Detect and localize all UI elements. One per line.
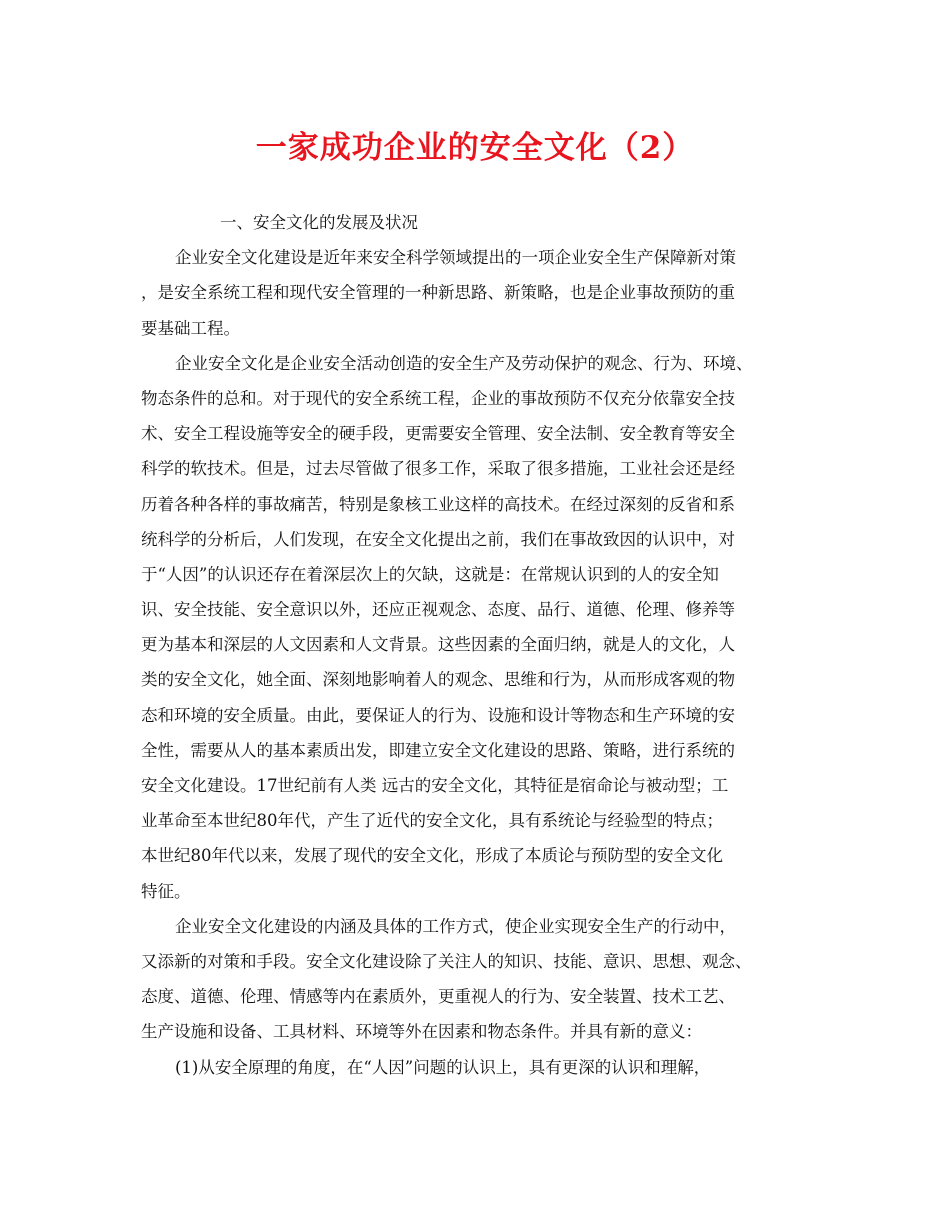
text-line: 业革命至本世纪80年代，产生了近代的安全文化，具有系统论与经验型的特点；: [141, 811, 723, 831]
section-heading: [141, 205, 831, 240]
text-line: 安全文化建设。17世纪前有人类 远古的安全文化，其特征是宿命论与被动型；工: [141, 776, 729, 795]
paragraph-2: [141, 346, 831, 909]
text-line: 企业安全文化建设是近年来安全科学领域提出的一项企业安全生产保障新对策: [175, 248, 736, 268]
document-title: 一家成功企业的安全文化（2）: [255, 130, 695, 166]
text-line: 识、安全技能、安全意识以外，还应正视观念、态度、品行、道德、伦理、修养等: [141, 600, 735, 620]
document-body: [141, 205, 831, 1085]
text-line: (1)从安全原理的角度，在“人因”问题的认识上，具有更深的认识和理解，: [175, 1057, 711, 1077]
text-line: 态度、道德、伦理、情感等内在素质外，更重视人的行为、安全装置、技术工艺、: [141, 987, 735, 1007]
paragraph-4: [141, 1050, 831, 1085]
text-line: 要基础工程。: [141, 318, 240, 338]
text-line: 一、安全文化的发展及状况: [220, 213, 418, 232]
text-line: 生产设施和设备、工具材料、环境等外在因素和物态条件。并具有新的意义：: [141, 1022, 702, 1042]
text-line: 企业安全文化建设的内涵及具体的工作方式，使企业实现安全生产的行动中，: [175, 916, 736, 936]
text-line: 又添新的对策和手段。安全文化建设除了关注人的知识、技能、意识、思想、观念、: [141, 951, 752, 971]
text-line: 更为基本和深层的人文因素和人文背景。这些因素的全面归纳，就是人的文化，人: [141, 635, 735, 655]
text-line: 历着各种各样的事故痛苦，特别是象核工业这样的高技术。在经过深刻的反省和系: [141, 494, 735, 514]
paragraph-3: [141, 909, 831, 1050]
text-line: 物态条件的总和。对于现代的安全系统工程，企业的事故预防不仅充分依靠安全技: [141, 388, 735, 408]
text-line: 于“人因”的认识还存在着深层次上的欠缺，这就是：在常规认识到的人的安全知: [141, 564, 719, 584]
text-line: 企业安全文化是企业安全活动创造的安全生产及劳动保护的观念、行为、环境、: [175, 353, 753, 373]
text-line: ，是安全系统工程和现代安全管理的一种新思路、新策略，也是企业事故预防的重: [141, 283, 735, 303]
text-line: 科学的软技术。但是，过去尽管做了很多工作，采取了很多措施，工业社会还是经: [141, 459, 735, 479]
paragraph-1: [141, 240, 831, 346]
text-line: 特征。: [141, 881, 191, 901]
text-line: 类的安全文化，她全面、深刻地影响着人的观念、思维和行为，从而形成客观的物: [141, 670, 735, 690]
text-line: 态和环境的安全质量。由此，要保证人的行为、设施和设计等物态和生产环境的安: [141, 705, 735, 725]
text-line: 术、安全工程设施等安全的硬手段，更需要安全管理、安全法制、安全教育等安全: [141, 424, 735, 444]
text-line: 统科学的分析后，人们发现，在安全文化提出之前，我们在事故致因的认识中，对: [141, 529, 735, 549]
text-line: 全性，需要从人的基本素质出发，即建立安全文化建设的思路、策略，进行系统的: [141, 740, 735, 760]
text-line: 本世纪80年代以来，发展了现代的安全文化，形成了本质论与预防型的安全文化: [141, 846, 723, 866]
